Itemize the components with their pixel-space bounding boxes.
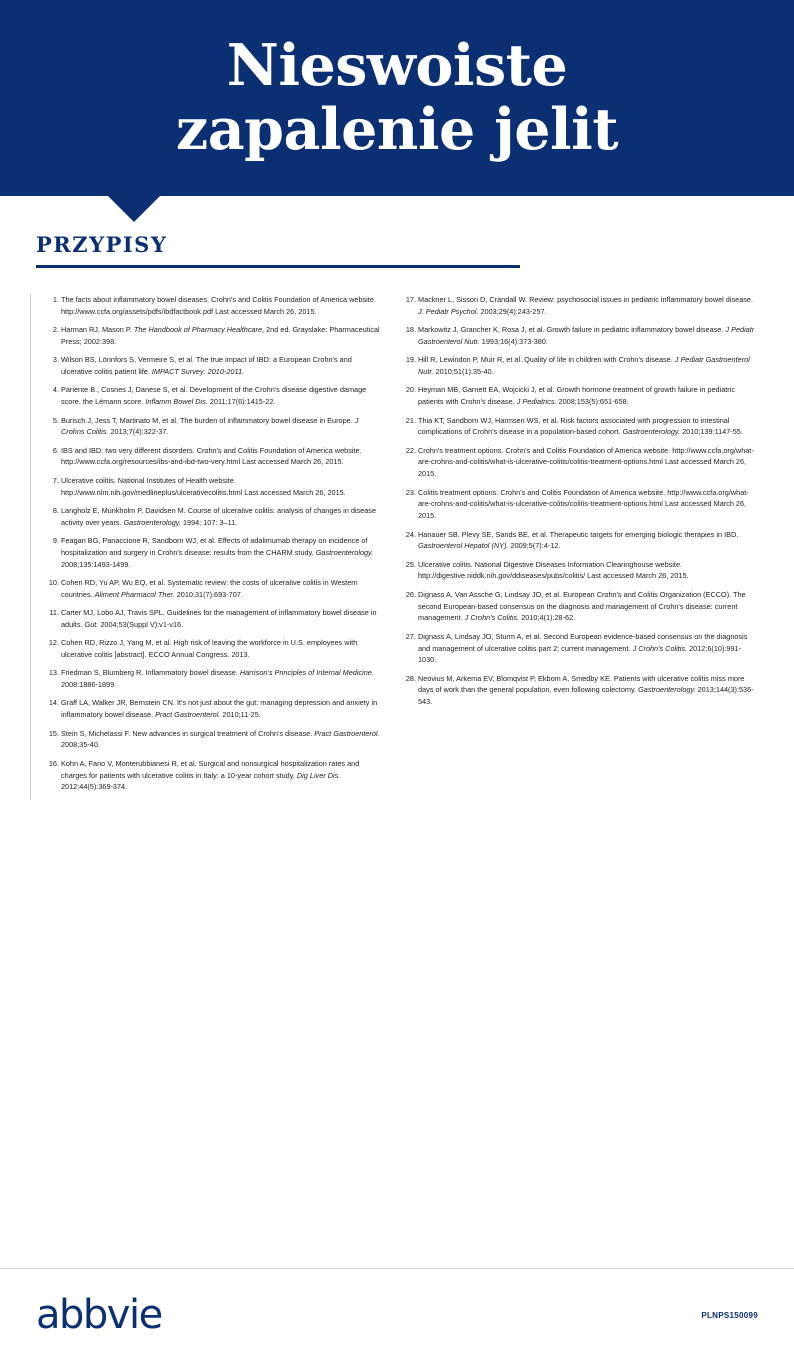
reference-text: Colitis treatment options. Crohn's and Colitis Foundation of America website. http://www.ccfa.org/what-are-crohns-and-colitis/what-is-ulcerative-colitis/colitis-treatment-options.html Last accessed March 26, 2015.: [418, 487, 749, 521]
reference-item: [47, 294, 382, 318]
reference-text: Markowitz J, Grancher K, Rosa J, et al. Growth failure in pediatric inflammatory bowel disease. J Pediatr Gastroenterol Nutr. 1993;16(4):373-380.: [418, 325, 755, 346]
reference-number: 8.: [52, 505, 59, 515]
reference-number: 27.: [405, 631, 416, 641]
reference-journal: J Crohn's Colitis.: [464, 613, 520, 623]
page-header: [0, 0, 794, 196]
reference-text: IBS and IBD: two very different disorders. Crohn's and Colitis Foundation of America website. http://www.ccfa.org/resources/ibs-and-ibd-two-very.html Last accessed March 26, 2015.: [61, 445, 362, 467]
references-area: [0, 268, 794, 800]
reference-journal: J Pediatr Gastroenterol Nutr.: [418, 325, 755, 346]
reference-number: 10.: [48, 577, 59, 587]
reference-item: [404, 384, 756, 408]
reference-journal: Gut.: [84, 619, 99, 629]
reference-text: Burisch J, Jess T, Martinato M, et al. The burden of inflammatory bowel disease in Europe. J Crohns Colitis. 2013;7(4):322-37.: [61, 415, 359, 437]
reference-text: Kohn A, Fano V, Monterubbianesi R, et al. Surgical and nonsurgical hospitalization rates and charges for patients with ulcerative colitis in Italy: a 10-year cohort study. Dig Liver Dis. 2012:44(5):369-374.: [61, 758, 360, 792]
reference-journal: J Crohns Colitis.: [61, 415, 359, 437]
reference-item: [404, 294, 756, 318]
references-list-right: [404, 294, 756, 708]
reference-number: 23.: [405, 487, 416, 497]
reference-text: The facts about inflammatory bowel diseases. Crohn's and Colitis Foundation of America website. http://www.ccfa.org/assets/pdfs/ibdfactbook.pdf Last accessed March 26, 2015.: [61, 295, 376, 316]
reference-item: [47, 415, 382, 439]
reference-journal: Gastroenterology.: [638, 685, 696, 695]
reference-text: Pariente B., Cosnes J, Danese S, et al. Development of the Crohn's disease digestive damage score, the Lémann score. Inflamm Bowel Dis. 2011;17(6):1415-22.: [61, 385, 367, 407]
reference-text: Mackner L, Sisson D, Crandall W. Review: psychosocial issues in pediatric inflammatory bowel disease. J. Pediatr Psychol. 2003;29(4):243-257.: [418, 295, 753, 316]
reference-text: Ulcerative colitis. National Institutes of Health website. http://www.nlm.nih.gov/medlineplus/ulcerativecolitis.html Last accessed March 26, 2015.: [61, 475, 346, 497]
header-notch-decoration: [108, 196, 160, 222]
reference-item: [404, 559, 756, 583]
reference-text: Hanauer SB, Plevy SE, Sands BE, et al. Therapeutic targets for emerging biologic therapies in IBD. Gastroenterol Hepatol (NY). 2009;5(7):4-12.: [418, 529, 739, 551]
reference-journal: Gastroenterology.: [123, 517, 181, 527]
reference-number: 3.: [52, 355, 59, 365]
reference-item: [47, 505, 382, 529]
page-title-line-2: zapalenie jelit: [175, 96, 619, 163]
reference-number: 11.: [49, 608, 59, 618]
reference-item: [47, 667, 382, 691]
reference-text: Friedman S, Blumberg R. Inflammatory bowel disease. Harrison's Principles of Internal Medicine. 2008:1886-1899.: [61, 668, 374, 690]
page-footer: [0, 1269, 794, 1361]
reference-number: 26.: [405, 589, 416, 599]
reference-item: [47, 384, 382, 408]
reference-text: Ulcerative colitis. National Digestive Diseases Information Clearinghouse website. http://digestive.niddk.nih.gov/ddiseases/pubs/colitis/ Last accessed March 26, 2015.: [418, 559, 689, 581]
page-title-line-1: Nieswoiste: [226, 32, 568, 100]
reference-text: Hill R, Lewindon P, Muir R, et al. Quality of life in children with Crohn's disease. J Pediatr Gastroenterol Nutr. 2010;51(1):35-40.: [418, 355, 750, 377]
reference-number: 5.: [52, 415, 59, 425]
reference-journal: Gastroenterol Hepatol (NY).: [418, 541, 509, 551]
reference-item: [404, 354, 756, 378]
reference-number: 21.: [405, 415, 416, 425]
reference-journal: Pract Gastroenterol.: [314, 728, 380, 738]
reference-text: Stein S, Michelassi F. New advances in surgical treatment of Crohn's disease. Pract Gastroenterol. 2008;35-40.: [61, 728, 380, 750]
reference-journal: Inflamm Bowel Dis.: [145, 397, 208, 407]
reference-number: 25.: [405, 559, 416, 569]
reference-text: Wilson BS, Lönnfors S, Vermeire S, et al. The true impact of IBD: a European Crohn's and ulcerative colitis patient life. IMPACT Survey: 2010-2011.: [61, 355, 352, 377]
references-list-left: [47, 294, 382, 793]
section-title: PRZYPISY: [36, 232, 168, 257]
reference-text: Cohen RD, Yu AP, Wu EQ, et al. Systematic review: the costs of ulcerative colitis in Western countries. Aliment Pharmacol Ther. 2010;31(7):693-707.: [61, 577, 358, 599]
reference-item: [47, 728, 382, 752]
reference-item: [404, 445, 756, 480]
reference-text: Heyman MB, Garnett EA, Wojcicki J, et al. Growth hormone treatment of growth failure in pediatric patients with Crohn's disease. J Pediatrics. 2008;153(5):651-658.: [418, 385, 736, 407]
page-title: [136, 34, 658, 162]
reference-number: 2.: [52, 325, 59, 335]
reference-journal: Harrison's Principles of Internal Medicine.: [239, 668, 374, 678]
reference-item: [47, 607, 382, 631]
reference-journal: Pract Gastroenterol.: [155, 710, 221, 720]
reference-number: 12.: [48, 638, 59, 648]
reference-text: Harman RJ, Mason P. The Handbook of Pharmacy Healthcare, 2nd ed. Grayslake: Pharmaceutical Press; 2002:398.: [61, 325, 380, 346]
reference-text: Feagan BG, Panaccione R, Sandborn WJ, et al. Effects of adalimumab therapy on incidence of hospitalization and surgery in Crohn's disease: results from the CHARM study. Gastroenterology. 2008;135:1493-1499.: [61, 536, 374, 569]
reference-number: 19.: [405, 355, 416, 365]
reference-text: Graff LA, Walker JR, Bernstein CN. It's not just about the gut: managing depression and anxiety in inflammatory bowel disease. Pract Gastroenterol. 2010;11-25.: [61, 698, 378, 720]
reference-item: [47, 475, 382, 499]
reference-item: [47, 535, 382, 570]
reference-number: 13.: [48, 668, 59, 678]
reference-number: 17.: [405, 295, 416, 304]
reference-item: [47, 697, 382, 721]
reference-text: Dignass A, Van Assche G, Lindsay JO, et al. European Crohn's and Colitis Organization (ECCO). The second European-based consensus on the diagnosis and management of Crohn's disease: current management. J Crohn's Colitis. 2010;4(1):28-62.: [418, 589, 746, 623]
reference-text: Carter MJ, Lobo AJ, Travis SPL. Guidelines for the management of inflammatory bowel disease in adults. Gut. 2004;53(Suppl V):v1-v16.: [61, 608, 377, 629]
reference-item: [404, 589, 756, 624]
reference-text: Thia KT, Sandborn WJ, Harmsen WS, et al. Risk factors associated with progression to intestinal complications of Crohn's disease in a population-based cohort. Gastroenterology. 2010;139:1147-55.: [418, 415, 743, 437]
reference-journal: J Pediatr Gastroenterol Nutr.: [418, 355, 750, 377]
abbvie-logo: abbvie: [36, 1292, 162, 1338]
reference-journal: Dig Liver Dis.: [296, 770, 341, 780]
reference-number: 4.: [52, 385, 59, 395]
document-code: PLNPS150099: [701, 1310, 758, 1320]
reference-number: 15.: [48, 728, 59, 738]
reference-text: Langholz E, Munkholm P, Davidsen M. Course of ulcerative colitis: analysis of changes in disease activity over years. Gastroenterology. 1994; 107: 3–11.: [61, 505, 377, 527]
reference-text: Crohn's treatment options. Crohn's and Colitis Foundation of America website. http://www.ccfa.org/what-are-crohns-and-colitis/what-is-ulcerative-colitis/colitis-treatment-options.html Last accessed March 26, 2015.: [418, 445, 754, 479]
reference-journal: Gastroenterology.: [622, 427, 681, 437]
reference-item: [404, 324, 756, 348]
reference-journal: Aliment Pharmacol Ther.: [94, 589, 175, 599]
reference-text: Dignass A, Lindsay JO, Sturm A, et al. Second European evidence-based consensus on the diagnosis and management of ulcerative colitis part 2: current management. J Crohn's Colitis. 2012;6(10):991-1030.: [418, 631, 748, 665]
reference-journal: J Pediatrics.: [516, 397, 557, 407]
reference-item: [47, 637, 382, 661]
reference-number: 9.: [52, 536, 59, 545]
reference-item: [404, 415, 756, 439]
references-column-left: [30, 294, 382, 800]
reference-journal: IMPACT Survey: 2010-2011.: [151, 367, 245, 377]
reference-journal: J Crohn's Colitis.: [632, 643, 688, 653]
reference-journal: The Handbook of Pharmacy Healthcare: [133, 325, 263, 335]
reference-text: Neovius M, Arkema EV, Blomqvist P, Ekbom A, Smedby KE. Patients with ulcerative colitis miss more days of work than the general population, even following colectomy. Gastroenterology. 2013;144(3):536-543.: [418, 673, 754, 707]
reference-number: 24.: [405, 529, 416, 539]
reference-item: [47, 758, 382, 793]
reference-item: [404, 487, 756, 522]
reference-number: 6.: [52, 445, 59, 455]
reference-number: 1.: [52, 295, 59, 304]
reference-number: 14.: [48, 698, 59, 708]
reference-item: [404, 673, 756, 708]
references-column-right: [404, 294, 756, 800]
reference-item: [404, 631, 756, 666]
reference-number: 22.: [405, 445, 416, 455]
reference-item: [47, 324, 382, 348]
reference-number: 28.: [405, 673, 416, 683]
reference-item: [47, 577, 382, 601]
reference-item: [404, 529, 756, 553]
reference-journal: Gastroenterology.: [315, 547, 374, 557]
reference-journal: J. Pediatr Psychol.: [418, 306, 479, 316]
reference-item: [47, 445, 382, 469]
reference-item: [47, 354, 382, 378]
reference-number: 16.: [48, 758, 59, 768]
reference-number: 7.: [52, 475, 59, 485]
reference-text: Cohen RD, Rizzo J, Yang M, et al. High risk of leaving the workforce in U.S. employees with ulcerative colitis [abstract]. ECCO Annual Congress. 2013.: [61, 638, 358, 659]
reference-number: 20.: [405, 385, 416, 395]
reference-number: 18.: [405, 325, 416, 335]
